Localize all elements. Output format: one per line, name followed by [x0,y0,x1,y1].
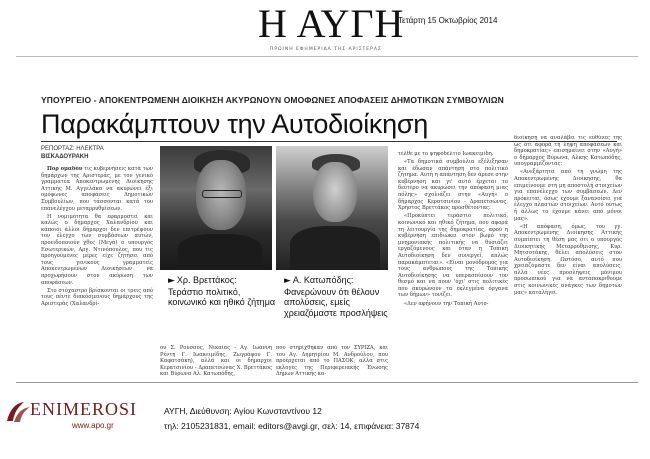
column-4-paragraph-1: τέλθε με το ψηφοδέλτιο Ιωακειμίδη. [398,151,494,157]
caption-1-text: Τεράστιο πολιτικό, κοινωνικό και ηθικό ζήτημα [168,286,276,307]
caption-2-lead: Α. Κατωπόδης: [292,275,354,285]
column-4-paragraph-2: «Τα δημοτικά συμβούλια εξέλιξησαν και έδωσαν απάντηση στο πολιτικό ζήτημα. Αυτή η απάντηση δεν άρεσε στην κυβέρνηση και γι' αυτό έρχεται το δεύτερο να ακυρώσει την απόφαση μιας πόλης» σχολιάζει στην «Αυγή» ο δήμαρχος Κερατσινίου - Δραπετσώνας, Χρήστος Βρεττάκος προσθέτοντας: [398,159,508,212]
enimerosi-logo-text: ENIMEROSI [30,399,137,419]
photo-vrettakos-glasses [202,190,242,198]
article-kicker: ΥΠΟΥΡΓΕΙΟ - ΑΠΟΚΕΝΤΡΩΜΕΝΗ ΔΙΟΙΚΗΣΗ ΑΚΥΡΩΝΟΥΝ ΟΜΟΦΩΝΕΣ ΑΠΟΦΑΣΕΙΣ ΔΗΜΟΤΙΚΩΝ ΣΥΜΒΟΥΛΙΩΝ [41,95,504,105]
column-4-paragraph-4: «Δεν αφήνουν την Τοπική Αυτο- [404,300,489,307]
column-1-paragraph-2: Η νομιμότητα θα εφαρμοστεί και καλώς ο δήμαρχος Χαλανδρίου και κάποιοι άλλοι δήμαρχοι δεν επιτρέψουν τον έλεγχο των συμβάσεων αυτών, προειδοποιούν χθες (Μεγά) ο υπουργός Εσωτερικών, Αργ. Ντινόπουλος, που τις προηγούμενες μέρες είχε ζητήσει από τους γενικούς γραμματείς Αποκεντρωμένων Διοικήσεων να προχωρήσουν στον ακύρωση των αποφάσεων. [41,213,153,286]
article-headline: Παρακάμπτουν την Αυτοδιοίκηση [41,109,428,139]
photo-caption-vrettakos [168,275,276,308]
article-column-3 [276,345,388,381]
column-3-paragraph: που στηρίχθηκαν από τον ΣΥΡΙΖΑ, και του Αγ. Δημητρίου Μ. Ανδρούλου, που προέρχεται από το ΠΑΣΟΚ, αλλά στις εκλογές της Περιφερειακής Ένωσης Δήμων Αττικής κα- [276,345,388,378]
article-column-2 [160,345,272,381]
caption-2-text: Φανερώνουν ότι θέλουν απολύσεις, εμείς χρειαζόμαστε προσλήψεις [284,286,388,318]
publication-date: Τετάρτη 15 Οκτωβρίος 2014 [398,16,498,25]
article-column-4 [398,151,508,376]
column-1-paragraph-1: τις κυβερνήσεις κατά των δημάρχων της Αριστεράς, με τον γενικό γραμματέα Αποκεντρωμένης Διοίκησης Αττικής Μ. Αγγελάκα να ακυρώνει έξι ομόφωνες αποφάσεις Δημοτικών Συμβουλίων, που τάσσονται κατά του επανελέγχου μεταρρυθμίσεων. [41,166,153,212]
source-contact: τηλ: 2105231831, email: editors@avgi.gr, σελ: 14, επιφάνεια: 37874 [164,421,420,431]
masthead-tagline: ΠΡΩΙΝΗ ΕΦΗΜΕΡΙΔΑ ΤΗΣ ΑΡΙΣΤΕΡΑΣ [270,47,382,52]
column-5-paragraph-2: «Ανεξάρτητα από τη γνώμη της Αποκεντρωμένης Διοίκησης, θα επιμείνουμε στη μη αποστολή στοιχείων για επανέλεγχο των συμβάσεων. Δεν πρόκειται, όσως έχουμε ξανανοίσει για έλεγχο πλαστών στοιχείων. Αυτό ούτως ή άλλως το έχουμε κάνει από μόνοι μας». [514,169,622,222]
article-lead: Πορ ομαδόν [47,166,83,172]
photo-caption-katopodis [284,275,392,318]
article-column-5 [514,135,622,376]
header-divider [16,56,638,57]
column-5-paragraph-1: διοίκηση να αναλάβει τις ευθύνες της ως ότι αφορά τη λήψη αποφάσεων και δημοκρατίας» επισημαίνει στην «Αυγή» ο δήμαρχος Βύρωνα, Αλκης Κατωπόδης, υπογραμμίζοντας: [514,135,622,168]
byline-label: ΡΕΠΟΡΤΑΖ: ΗΛΕΚΤΡΑ [41,146,104,152]
footer-divider [16,382,638,383]
photo-vrettakos-body [178,234,262,270]
source-address: ΑΥΓΗ, Διεύθυνση: Αγίου Κωνσταντίνου 12 [164,406,322,416]
column-2-paragraph: ου Σ. Ρούσσος, Νικαίας - Αγ. Ιωάννη Ρέντη Γ. Ιωακειμίδης, Ζωγράφου Γ. Καφατσάκη), αλλά και οι δήμαρχοι Κερατσινίου - Δραπετσώνας Χ. Βρεττάκος και Βύρωνα Αλ. Κατωπόδης, [160,345,272,378]
caption-1-lead: Χρ. Βρεττάκος: [176,275,237,285]
article-byline [41,145,104,161]
photo-katopodis-face [313,162,357,222]
enimerosi-url[interactable]: www.apo.gr [72,421,114,430]
caption-arrow-icon: ► [168,276,175,286]
column-5-paragraph-3: «Η απόφαση, όμως, του γγ. Αποκεντρωμένης Διοίκησης Αττικής συμπίπτει τη θέση μας ότι ο υπουργός Διοικητικής Μεταρρύθμισης, Κυρ. Μητσοτάκης, θέλει απολύσεις στον Αυτοδιοίκηση. Ωστόσο, αυτό που χρειαζόμαστε δεν είναι απολύσεις, αλλά νέες προσλήψεις μόνιμου προσωπικού για να ανταποκριθούμε στις κοινωνικές ανάγκες των δημοτών μας» καταλήγει. [514,223,622,296]
newspaper-masthead: Η ΑΥΓΗ [258,1,405,46]
article-column-1 [41,166,153,376]
byline-name: ΒΙΣΚΑΔΟΥΡΑΚΗ [41,154,89,160]
column-4-paragraph-3: «Προκύπτει τεράστιο πολιτικό, κοινωνικό και ηθικό ζήτημα, που αφορά τη λειτουργία της δημοκρατίας, αφού η κυβέρνηση επιδιώκει στον βωμό της μνημονιακής πολιτικής να θυσιάζει εργαζόμενους και όταν η Τοπική Αυτοδιοίκηση δεν συνεργεί, απλώς παρακάμπτεται». «Είναι μονόδρομος για τους ανθρώπους της Τοπικής Αυτοδιοίκησης να υπερασπίσουν τον θεσμό και να πουν 'όχι' στις πολιτικές που ακυρώνουν τα εκλεγμένα όργανα των δήμων» τονίζει. [398,213,508,299]
photo-katopodis-body [290,226,380,270]
column-1-paragraph-3: Στο στόχαστρο βρίσκονται οι τρεις από τους πέντε διακόσμενους δημάρχους της Αριστεράς (Χαλανδρί- [41,287,153,307]
caption-arrow-icon: ► [284,276,291,286]
